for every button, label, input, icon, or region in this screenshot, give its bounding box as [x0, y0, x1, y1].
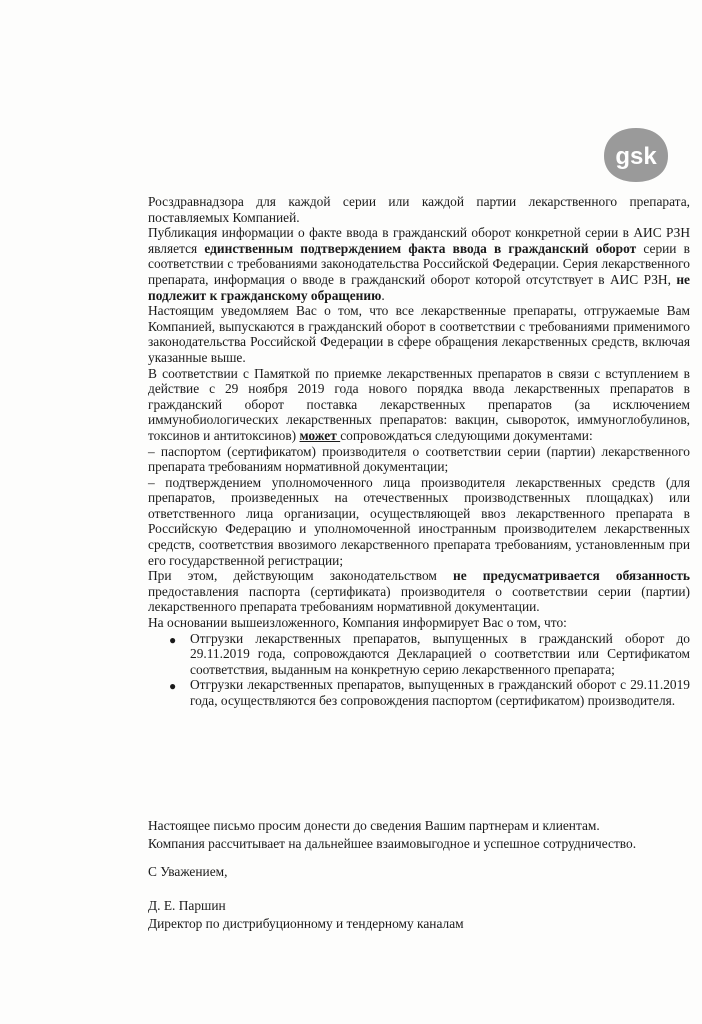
signer-name: Д. Е. Паршин: [148, 898, 226, 913]
paragraph-5: При этом, действующим законодательством не предусматривается обязанность предоставления паспорта (сертификата) производителя о соответствии серии (партии) лекарственного препарата требованиям нормативной документации.: [148, 568, 690, 615]
dash-item-2: – подтверждением уполномоченного лица производителя лекарственных средств (для препаратов, произведенных на отечественных производственных площадках) или ответственного лица организации, осуществляющей ввоз лекарственного препарата в Российскую Федерацию и уполномоченной иностранным производителем лекарственных средств, соответствия ввозимого лекарственного препарата требованиям, установленным при его государственной регистрации;: [148, 474, 690, 568]
paragraph-2: Публикация информации о факте ввода в гражданский оборот конкретной серии в АИС РЗН является единственным подтверждением факта ввода в гражданский оборот серии в соответствии с требованиями законодательства Российской Федерации. Серия лекарственного препарата, информация о вводе в гражданский оборот которой отсутствует в АИС РЗН, не подлежит к гражданскому обращению.: [148, 225, 690, 303]
paragraph-1: Росздравнадзора для каждой серии или каждой партии лекарственного препарата, поставляемых Компанией.: [148, 194, 690, 225]
paragraph-3: Настоящим уведомляем Вас о том, что все лекарственные препараты, отгружаемые Вам Компанией, выпускаются в гражданский оборот в соответствии с требованиями применимого законодательства Российской Федерации в сфере обращения лекарственных средств, включая указанные выше.: [148, 303, 690, 365]
gsk-logo: [602, 126, 670, 184]
signer-title: Директор по дистрибуционному и тендерному каналам: [148, 916, 464, 931]
bullet-item: ● Отгрузки лекарственных препаратов, выпущенных в гражданский оборот до 29.11.2019 года, сопровождаются Декларацией о соответствии или Сертификатом соответствия, выданным на конкретную серию лекарственного препарата;: [169, 630, 690, 677]
closing-line-1: Настоящее письмо просим донести до сведения Вашим партнерам и клиентам.: [148, 818, 600, 833]
letter-body: [148, 194, 690, 709]
gsk-logo-text: gsk: [615, 143, 657, 170]
paragraph-6: На основании вышеизложенного, Компания информирует Вас о том, что:: [148, 615, 567, 631]
bullet-item: ● Отгрузки лекарственных препаратов, выпущенных в гражданский оборот с 29.11.2019 года, осуществляются без сопровождения паспортом (сертификатом) производителя.: [169, 677, 690, 708]
bullet-icon: ●: [169, 632, 177, 647]
closing-line-2: Компания рассчитывает на дальнейшее взаимовыгодное и успешное сотрудничество.: [148, 836, 637, 851]
bullet-list: [148, 631, 690, 709]
bullet-icon: ●: [169, 679, 177, 694]
regards: С Уважением,: [148, 864, 228, 879]
paragraph-4: В соответствии с Памяткой по приемке лекарственных препаратов в связи с вступлением в действие с 29 ноября 2019 года нового порядка ввода лекарственных препаратов в гражданский оборот поставка лекарственных препаратов (за исключением иммунобиологических лекарственных препаратов: вакцин, сывороток, иммуноглобулинов, токсинов и антитоксинов) может сопровождаться следующими документами:: [148, 365, 690, 443]
dash-item-1: – паспортом (сертификатом) производителя о соответствии серии (партии) лекарственного препарата требованиям нормативной документации;: [148, 443, 690, 475]
